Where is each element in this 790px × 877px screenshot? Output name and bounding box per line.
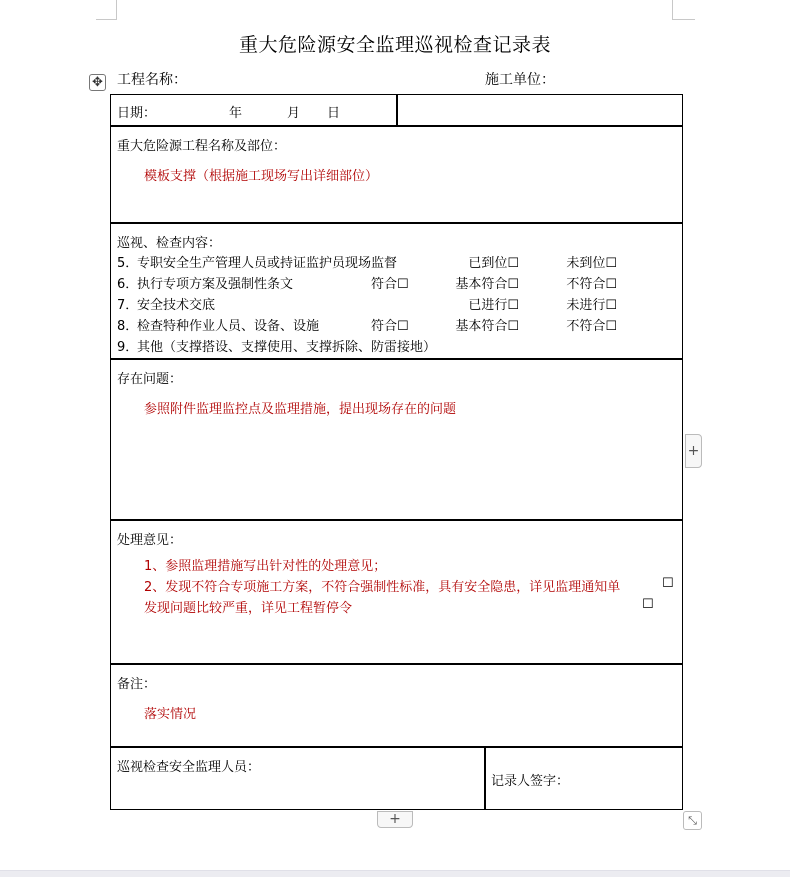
inspection-item-text: 检查特种作业人员、设备、设施: [137, 319, 320, 334]
remarks-label: 备注：: [117, 677, 157, 692]
opinion-line-3: 发现问题比较严重，详见工程暂停令: [144, 601, 353, 616]
remarks-value: 落实情况: [144, 707, 197, 722]
inspection-item-text: 其他（支撑搭设、支撑使用、支撑拆除、防雷接地）: [137, 340, 437, 355]
opinion-line-2: 2、发现不符合专项施工方案，不符合强制性标准，具有安全隐患，详见监理通知单: [144, 580, 621, 595]
page-corner-mark-top-right: [672, 0, 695, 20]
month-label: 月: [287, 106, 301, 121]
inspection-section-cell[interactable]: [110, 222, 683, 360]
contractor-label: 施工单位：: [485, 72, 555, 88]
date-extra-cell[interactable]: [396, 94, 683, 127]
document-title: 重大危险源安全监理巡视检查记录表: [238, 34, 551, 56]
inspection-option-2[interactable]: 已到位☐: [468, 256, 519, 271]
opinion-section-cell[interactable]: [110, 519, 683, 665]
issues-label: 存在问题：: [117, 372, 183, 387]
table-move-handle-icon[interactable]: ✥: [89, 74, 106, 91]
stop-order-checkbox[interactable]: ☐: [642, 597, 654, 612]
recorder-label: 记录人签字：: [491, 774, 570, 789]
issues-section-cell[interactable]: [110, 358, 683, 521]
day-label: 日: [327, 106, 341, 121]
opinion-label: 处理意见：: [117, 533, 183, 548]
date-label: 日期：: [117, 106, 157, 121]
inspection-option-2[interactable]: 已进行☐: [468, 298, 519, 313]
remarks-section-cell[interactable]: [110, 663, 683, 748]
year-label: 年: [229, 106, 243, 121]
hazard-label: 重大危险源工程名称及部位：: [117, 139, 287, 154]
inspection-item-number: 9．: [117, 340, 139, 355]
inspection-option-3[interactable]: 未进行☐: [566, 298, 617, 313]
inspector-signature-cell[interactable]: [110, 746, 486, 810]
recorder-signature-cell[interactable]: [484, 746, 683, 810]
inspection-item-number: 8．: [117, 319, 139, 334]
add-row-button[interactable]: +: [377, 811, 413, 828]
inspection-label: 巡视、检查内容：: [117, 236, 222, 251]
hazard-section-cell[interactable]: [110, 125, 683, 224]
table-resize-handle-icon[interactable]: ⤡: [683, 811, 702, 830]
inspection-item-number: 5．: [117, 256, 139, 271]
inspection-option-3[interactable]: 不符合☐: [566, 319, 617, 334]
inspection-option-1[interactable]: 符合☐: [371, 277, 409, 292]
project-name-label: 工程名称：: [117, 72, 187, 88]
issues-value: 参照附件监理监控点及监理措施，提出现场存在的问题: [144, 402, 457, 417]
notice-checkbox[interactable]: ☐: [662, 576, 674, 591]
opinion-line-1: 1、参照监理措施写出针对性的处理意见；: [144, 559, 387, 574]
inspection-item-text: 执行专项方案及强制性条文: [137, 277, 294, 292]
inspection-option-3[interactable]: 不符合☐: [566, 277, 617, 292]
add-column-button[interactable]: +: [685, 434, 702, 468]
inspection-table: [110, 94, 683, 810]
inspection-item-number: 6．: [117, 277, 139, 292]
hazard-value: 模板支撑（根据施工现场写出详细部位）: [144, 169, 379, 184]
inspection-item-text: 专职安全生产管理人员或持证监护员现场监督: [137, 256, 398, 271]
inspection-option-3[interactable]: 未到位☐: [566, 256, 617, 271]
inspection-option-2[interactable]: 基本符合☐: [455, 319, 519, 334]
inspection-item-text: 安全技术交底: [137, 298, 216, 313]
inspection-option-2[interactable]: 基本符合☐: [455, 277, 519, 292]
date-cell[interactable]: [110, 94, 398, 127]
inspector-label: 巡视检查安全监理人员：: [117, 760, 261, 775]
inspection-option-1[interactable]: 符合☐: [371, 319, 409, 334]
inspection-item-number: 7．: [117, 298, 139, 313]
page-corner-mark-top-left: [96, 0, 117, 20]
